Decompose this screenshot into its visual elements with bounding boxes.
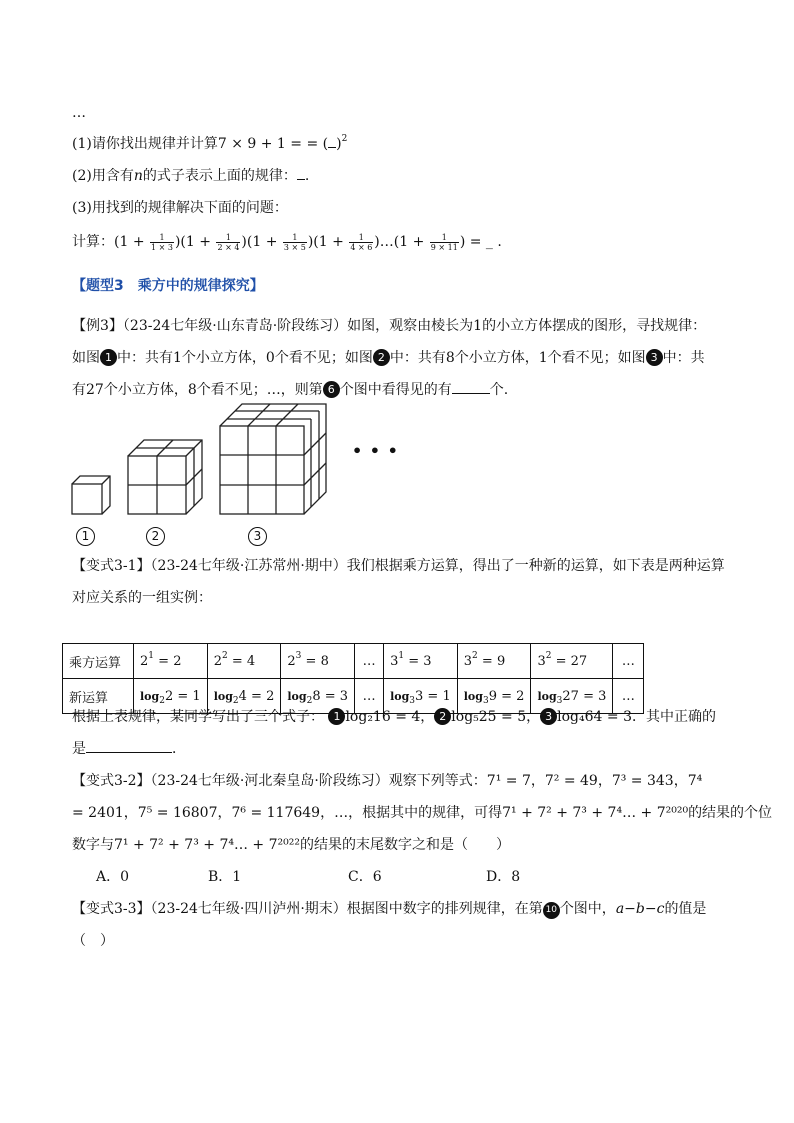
operation-table	[62, 643, 644, 714]
v32-expr-2022: 7¹ + 7² + 7³ + 7⁴… + 7²⁰²²	[114, 837, 300, 853]
q1-prefix: (1)请你找出规律并计算	[72, 136, 218, 152]
table-cell: …	[355, 644, 384, 679]
calc-end: = _ .	[465, 234, 502, 250]
cube-figure-1	[72, 476, 110, 514]
v31-after-a: 根据上表规律，某同学写出了三个式子：	[72, 709, 324, 725]
q1-tail: = (	[302, 136, 329, 152]
v32-l3a: 数字与	[72, 837, 114, 853]
table-cell: $3^1 = 3$	[384, 644, 458, 679]
v32-l2b: 的结果的个位	[688, 805, 773, 821]
table-cell: $3^2 = 9$	[457, 644, 531, 679]
table-cell: …	[613, 679, 644, 714]
table-cell: $\log_22 = 1$	[134, 679, 208, 714]
v31-last-b: ．	[172, 741, 186, 757]
ex3-l3a: 有27个小立方体，8个看不见；…，则第	[72, 382, 323, 398]
figure-continuation-dots: • • •	[352, 441, 399, 460]
v33-line-2: （ ）	[72, 933, 114, 949]
v32-line-2	[72, 803, 772, 823]
question-1	[72, 134, 347, 154]
ellipsis-line: …	[72, 105, 86, 121]
v31-last-line	[72, 739, 186, 759]
circle-1: 1	[328, 708, 345, 725]
circle-2: 2	[373, 349, 390, 366]
v32-l2a: = 2401，7⁵ = 16807，7⁶ = 117649，…，根据其中的规律，可得	[72, 805, 503, 821]
v31-last-a: 是	[72, 741, 86, 757]
table-cell: 新运算	[63, 679, 134, 714]
fig-label-3: 3	[248, 527, 267, 546]
ex3-l3c: 个.	[489, 382, 509, 398]
table-cell: …	[613, 644, 644, 679]
circle-1: 1	[100, 349, 117, 366]
ex3-line-2	[72, 348, 705, 368]
v32-line-1: 【变式3-2】（23-24七年级·河北秦皇岛·阶段练习）观察下列等式：7¹ = 7，7² = 49，7³ = 343，7⁴	[72, 773, 703, 789]
ex3-line-1: 【例3】（23-24七年级·山东青岛·阶段练习）如图，观察由棱长为1的小立方体摆成的图形，寻找规律：	[72, 318, 707, 334]
table-cell: $\log_327 = 3$	[531, 679, 613, 714]
circle-3: 3	[540, 708, 557, 725]
q1-blank[interactable]	[328, 147, 336, 148]
table-cell: $\log_28 = 3$	[281, 679, 355, 714]
q2-variable: n	[133, 168, 143, 184]
ex3-l2c: 中：共有8个小立方体，1个看不见；如图	[389, 350, 646, 366]
question-2	[72, 166, 309, 186]
q1-close: )	[336, 136, 342, 152]
circle-3: 3	[646, 349, 663, 366]
v32-expr-2020: 7¹ + 7² + 7³ + 7⁴… + 7²⁰²⁰	[502, 805, 689, 821]
fraction-2: $\frac{1}{2 \times 4}$	[217, 232, 240, 252]
q2-suffix: 的式子表示上面的规律：	[142, 168, 297, 184]
fraction-5: $\frac{1}{9 \times 11}$	[430, 232, 458, 252]
fig-label-1: 1	[76, 527, 95, 546]
table-cell: $2^2 = 4$	[207, 644, 281, 679]
ex3-answer-blank[interactable]	[452, 393, 490, 394]
ex3-line-3	[72, 380, 508, 400]
table-cell: …	[355, 679, 384, 714]
cube-figure-2	[128, 440, 202, 514]
v31-after-b: ．其中正确的	[631, 709, 716, 725]
option-b[interactable]: B．1	[208, 869, 242, 885]
table-cell: 乘方运算	[63, 644, 134, 679]
v33-expr: a−b−c	[615, 901, 665, 917]
calc-label: 计算：	[72, 234, 114, 250]
v33-l1b: 个图中，	[559, 901, 616, 917]
v31-eq-3: log₄64 = 3	[557, 709, 632, 725]
v31-statement: 根据上表规律，某同学写出了三个式子： 1 log₂16 = 4， 2 log₅25 = 5， 3 log₄64 = 3．其中正确的	[72, 709, 716, 725]
ex3-l2b: 中：共有1个小立方体，0个看不见；如图	[117, 350, 373, 366]
v33-l1a: 【变式3-3】（23-24七年级·四川泸州·期末）根据图中数字的排列规律，在第	[72, 901, 543, 917]
section-title: 【题型3 乘方中的规律探究】	[72, 278, 264, 294]
fraction-4: $\frac{1}{4 \times 6}$	[350, 232, 373, 252]
v33-line-1	[72, 899, 706, 919]
option-a[interactable]: A．0	[96, 869, 130, 885]
circle-6: 6	[323, 381, 340, 398]
table-cell: $2^3 = 8$	[281, 644, 355, 679]
table-row	[63, 644, 644, 679]
table-cell: $\log_39 = 2$	[457, 679, 531, 714]
ex3-l3b: 个图中看得见的有	[339, 382, 452, 398]
option-d[interactable]: D．8	[486, 869, 521, 885]
v31-eq-2: log₅25 = 5	[451, 709, 527, 725]
cube-figure-3	[220, 404, 326, 514]
table-cell: $\log_33 = 1$	[384, 679, 458, 714]
v32-l3b: 的结果的末尾数字之和是（ ）	[299, 837, 510, 853]
calc-line	[72, 232, 502, 252]
ex3-l2d: 中：共	[662, 350, 705, 366]
table-cell: $3^2 = 27$	[531, 644, 613, 679]
q2-end: .	[304, 168, 310, 184]
ex3-l2a: 如图	[72, 350, 100, 366]
fraction-3: $\frac{1}{3 \times 5}$	[283, 232, 306, 252]
v31-answer-blank[interactable]	[86, 752, 172, 753]
v31-eq-1: log₂16 = 4	[345, 709, 421, 725]
q1-expr: 7 × 9 + 1 =	[217, 136, 303, 152]
q1-exponent: 2	[341, 134, 348, 144]
question-3: (3)用找到的规律解决下面的问题：	[72, 200, 288, 216]
q2-prefix: (2)用含有	[72, 168, 134, 184]
cube-figures	[60, 400, 480, 550]
table-cell: $\log_24 = 2$	[207, 679, 281, 714]
fraction-1: $\frac{1}{1 \times 3}$	[151, 232, 173, 252]
option-c[interactable]: C．6	[348, 869, 382, 885]
q2-blank[interactable]	[297, 179, 305, 180]
fig-label-2: 2	[146, 527, 165, 546]
table-cell: $2^1 = 2$	[134, 644, 208, 679]
circle-10: 10	[543, 902, 560, 919]
v31-line-1: 【变式3-1】（23-24七年级·江苏常州·期中）我们根据乘方运算，得出了一种新的运算，如下表是两种运算	[72, 558, 725, 574]
calc-expression: (1 + $\frac{1}{1 \times 3}$ )(1 + $\frac{1}{2 \times 4}$ )(1 + $\frac{1}{3 \times 5}$ )(1 + $\frac{1}{4 \times 6}$ )…(1 + $\frac{1}{9 \times 11}$ )	[114, 232, 466, 252]
circle-2: 2	[434, 708, 451, 725]
v33-l1c: 的值是	[664, 901, 707, 917]
v31-line-2: 对应关系的一组实例：	[72, 590, 212, 606]
v32-line-3	[72, 835, 510, 855]
